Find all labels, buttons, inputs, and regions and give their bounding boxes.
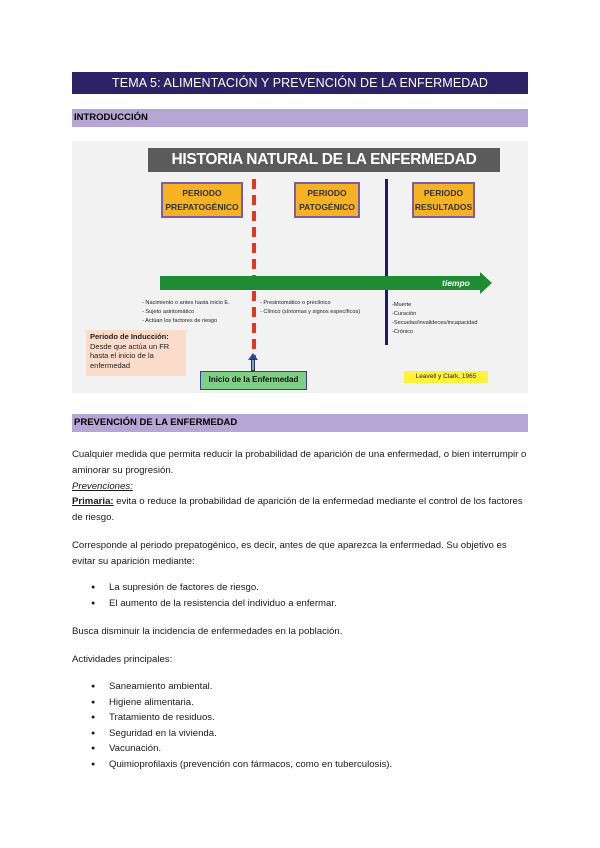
document-title: TEMA 5: ALIMENTACIÓN Y PREVENCIÓN DE LA ENFERMEDAD <box>72 72 528 94</box>
section-heading-introduccion: INTRODUCCIÓN <box>72 109 528 127</box>
patogenico-items <box>260 299 385 317</box>
prepatogenico-items <box>142 299 252 326</box>
diagram-title: HISTORIA NATURAL DE LA ENFERMEDAD <box>148 148 500 172</box>
prevenciones-label: Prevenciones: <box>72 481 133 492</box>
list-item: - Sujeto asintomático <box>142 309 195 315</box>
busca-paragraph: Busca disminuir la incidencia de enfermedades en la población. <box>72 626 343 637</box>
list-item: ● Seguridad en la vivienda. <box>91 726 511 742</box>
primaria-label: Primaria: <box>72 496 114 507</box>
list-item: ● Tratamiento de residuos. <box>91 710 511 726</box>
list-item: ● Vacunación. <box>91 741 511 757</box>
induccion-title: Periodo de Inducción: <box>90 332 169 341</box>
list-item: ● El aumento de la resistencia del individuo a enfermar. <box>91 596 511 612</box>
timeline-label: tiempo <box>442 278 470 288</box>
primaria-paragraph <box>72 494 528 525</box>
up-arrow-icon <box>249 353 257 371</box>
list-item: ● La supresión de factores de riesgo. <box>91 580 511 596</box>
period-prepatogenico-box: PERIODO PREPATOGÉNICO <box>161 182 243 218</box>
list-item: - Actúan los factores de riesgo <box>142 318 218 324</box>
induccion-text: Desde que actúa un FR hasta el inicio de la enfermedad <box>90 341 170 370</box>
list-item: - Presintomático o preclínico <box>260 300 331 306</box>
definition-paragraph: Cualquier medida que permita reducir la probabilidad de aparición de una enfermedad, o bien interrumpir o aminorar su progresión. <box>72 449 527 476</box>
resultados-items <box>392 301 502 337</box>
list-item: -Curación <box>392 311 417 317</box>
list-item: - Clínico (síntomas y signos específicos) <box>260 309 361 315</box>
outcome-divider-line <box>385 179 388 345</box>
list-item: -Crónico <box>392 329 414 335</box>
period-resultados-box: PERIODO RESULTADOS <box>412 182 475 218</box>
timeline-arrow <box>160 276 482 290</box>
list-item: ● Saneamiento ambiental. <box>91 679 511 695</box>
period-patogenico-box: PERIODO PATOGÉNICO <box>294 182 360 218</box>
list-item: ● Higiene alimentaria. <box>91 695 511 711</box>
section-heading-prevencion: PREVENCIÓN DE LA ENFERMEDAD <box>72 414 528 432</box>
inicio-enfermedad-box: Inicio de la Enfermedad <box>200 371 307 390</box>
list-item: ● Quimioprofilaxis (prevención con fármacos, como en tuberculosis). <box>91 757 511 773</box>
corresponde-paragraph: Corresponde al periodo prepatogénico, es decir, antes de que aparezca la enfermedad. Su objetivo es evitar su aparición mediante: <box>72 540 507 567</box>
disease-onset-dashed-line <box>252 179 256 359</box>
list-item: -Muerte <box>392 302 412 308</box>
reference-label: Leavell y Clark, 1965 <box>404 371 488 383</box>
primaria-text: evita o reduce la probabilidad de aparición de la enfermedad mediante el control de los factores de riesgo. <box>72 496 523 523</box>
actividades-label: Actividades principales: <box>72 654 173 665</box>
historia-natural-diagram <box>72 141 528 393</box>
list-item: - Nacimiento o antes hasta inicio E. <box>142 300 230 306</box>
actividades-list <box>91 679 511 772</box>
list-item: -Secuelas/invalideces/incapacidad <box>392 320 478 326</box>
objetivos-list <box>91 580 511 611</box>
induccion-note <box>86 330 186 376</box>
